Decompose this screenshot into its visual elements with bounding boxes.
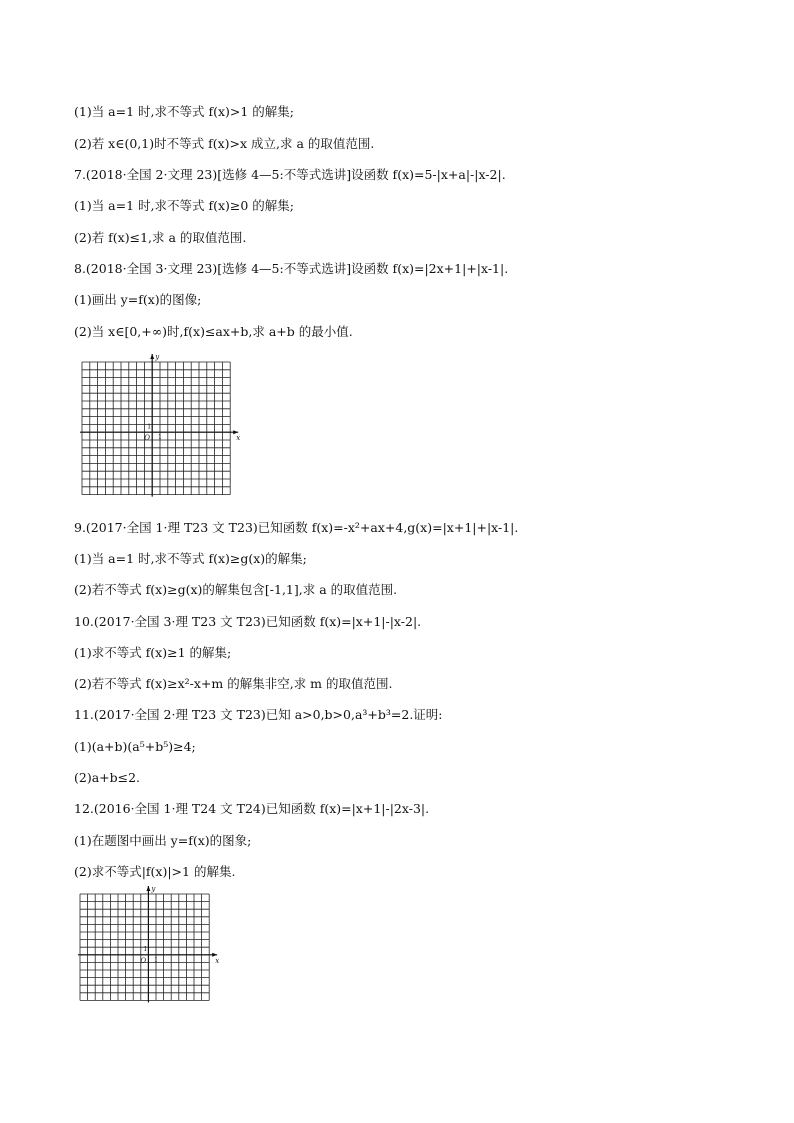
text-line-14: (2)若不等式 f(x)≥x²-x+m 的解集非空,求 m 的取值范围.: [74, 676, 393, 691]
unit-x-label: 1: [158, 434, 162, 442]
text-line-7: (1)画出 y=f(x)的图像;: [74, 292, 202, 307]
unit-x-label: 1: [154, 956, 158, 964]
text-line-10: (1)当 a=1 时,求不等式 f(x)≥g(x)的解集;: [74, 551, 307, 566]
problem-10-heading: 10.(2017·全国 3·理 T23 文 T23)已知函数 f(x)=|x+1|-|x-2|.: [74, 614, 422, 629]
problem-8-heading: 8.(2018·全国 3·文理 23)[选修 4—5:不等式选讲]设函数 f(x)=|2x+1|+|x-1|.: [74, 261, 509, 276]
coordinate-grid-2: [72, 885, 220, 1006]
problem-7-heading: 7.(2018·全国 2·文理 23)[选修 4—5:不等式选讲]设函数 f(x)=5-|x+a|-|x-2|.: [74, 167, 506, 182]
problem-9-heading: 9.(2017·全国 1·理 T23 文 T23)已知函数 f(x)=-x²+ax+4,g(x)=|x+1|+|x-1|.: [74, 520, 519, 535]
problem-11-heading: 11.(2017·全国 2·理 T23 文 T23)已知 a>0,b>0,a³+b³=2.证明:: [74, 707, 443, 722]
coordinate-grid-1: [72, 352, 241, 502]
y-axis-label: y: [155, 353, 160, 361]
text-line-16: (1)(a+b)(a⁵+b⁵)≥4;: [74, 739, 196, 754]
origin-label: O: [144, 434, 150, 443]
text-line-8: (2)当 x∈[0,+∞)时,f(x)≤ax+b,求 a+b 的最小值.: [74, 324, 353, 339]
origin-label: O: [140, 956, 147, 965]
x-axis-label: x: [236, 434, 241, 443]
text-line-20: (2)求不等式|f(x)|>1 的解集.: [74, 864, 236, 879]
text-line-4: (1)当 a=1 时,求不等式 f(x)≥0 的解集;: [74, 198, 295, 213]
y-axis-arrow: [150, 354, 154, 359]
text-line-19: (1)在题图中画出 y=f(x)的图象;: [74, 833, 252, 848]
x-axis-label: x: [215, 956, 220, 965]
problem-12-heading: 12.(2016·全国 1·理 T24 文 T24)已知函数 f(x)=|x+1|-|2x-3|.: [74, 801, 430, 816]
text-line-11: (2)若不等式 f(x)≥g(x)的解集包含[-1,1],求 a 的取值范围.: [74, 582, 398, 597]
unit-y-label: 1: [143, 946, 148, 954]
text-line-17: (2)a+b≤2.: [74, 770, 141, 785]
y-axis-arrow: [146, 886, 150, 891]
text-line-1: (1)当 a=1 时,求不等式 f(x)>1 的解集;: [74, 104, 295, 119]
text-line-13: (1)求不等式 f(x)≥1 的解集;: [74, 645, 232, 660]
text-line-5: (2)若 f(x)≤1,求 a 的取值范围.: [74, 230, 247, 245]
unit-y-label: 1: [147, 423, 152, 431]
y-axis-label: y: [151, 885, 156, 893]
text-line-2: (2)若 x∈(0,1)时不等式 f(x)>x 成立,求 a 的取值范围.: [74, 136, 375, 151]
